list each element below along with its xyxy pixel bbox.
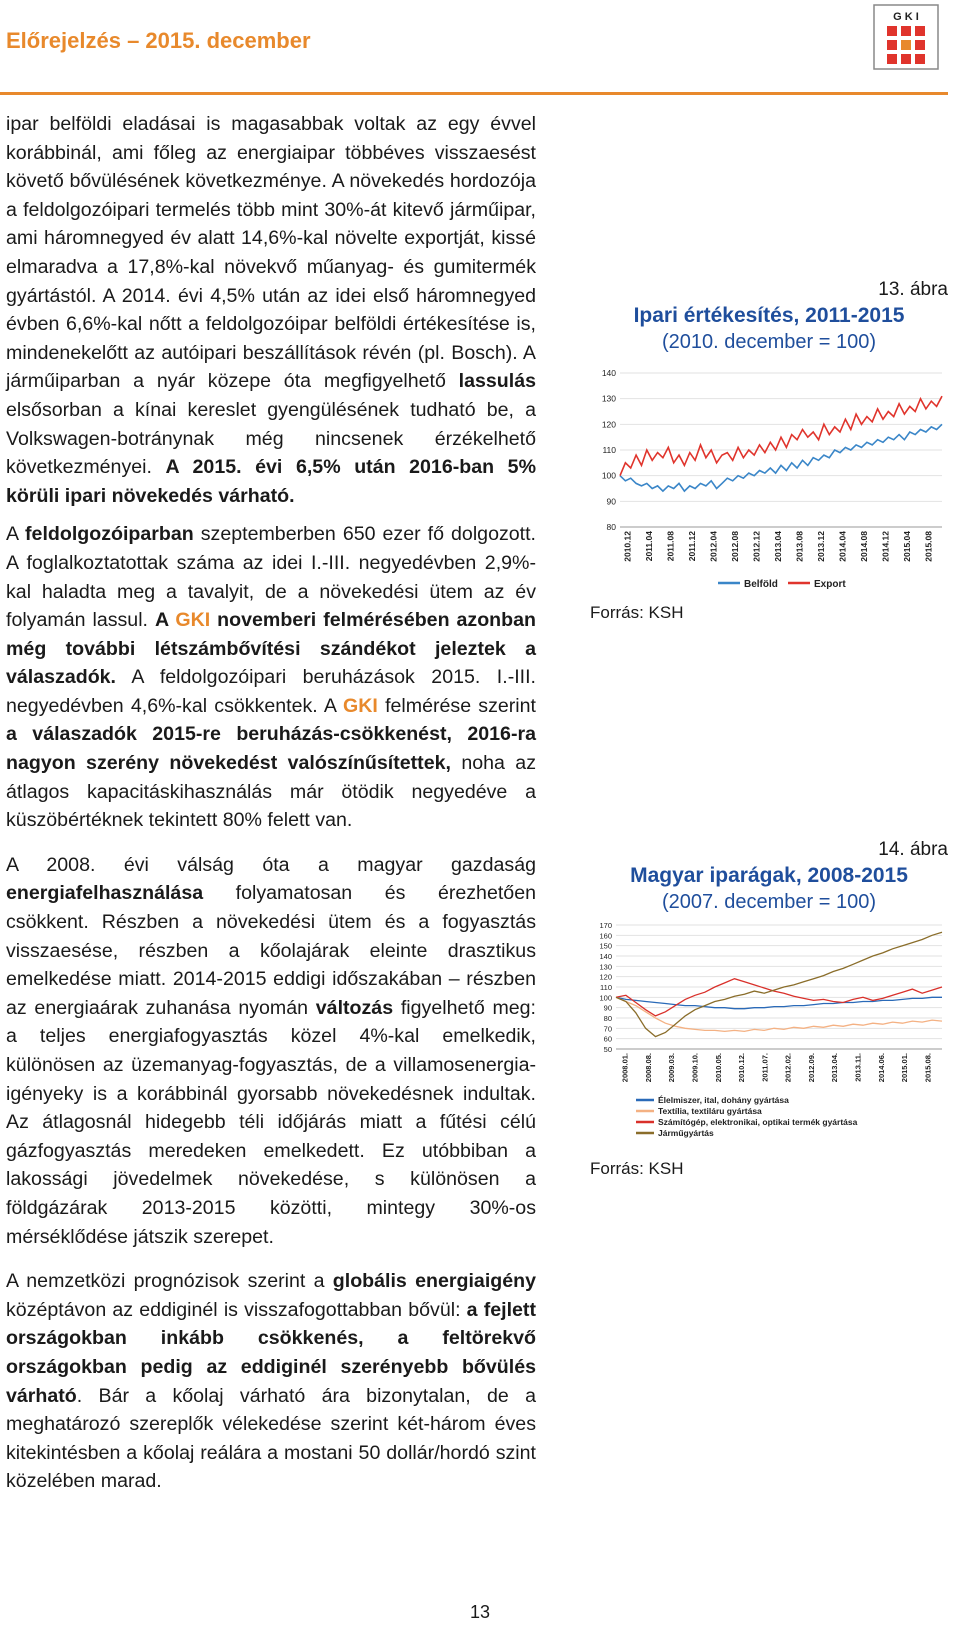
y-tick-label: 160 xyxy=(599,931,612,941)
y-tick-label: 140 xyxy=(601,368,616,378)
figure-subtitle: (2007. december = 100) xyxy=(661,891,877,913)
gki-highlight: GKI xyxy=(175,609,211,632)
legend-label: Számítógép, elektronikai, optikai termék gyártása xyxy=(658,1117,858,1127)
figure-14 xyxy=(590,838,948,1179)
y-tick-label: 70 xyxy=(603,1024,612,1034)
text-run: figyelhető meg: a teljes energiafogyasztás közel 4%-kal emelkedik, különösen az üzemanyag-fogyasztás, de a villamosenergia-igényeky is a korábbinál gyorsabb növekedésnek indultak. Az átlagosnál hidegebb téli időjárás miatt a fűtési célú gázfogyasztás meredeken emelkedett. Ez utóbbiban a lakossági jövedelmek növekedése, s különösen a földgázárak 2013-2015 közötti, mintegy 30%-os mérséklődése játszik szerepet. xyxy=(6,996,537,1248)
text-run: elsősorban a kínai kereslet gyengülésének tudható be, a Volkswagen-botránynak még nincsenek érzékelhető következményei. xyxy=(6,398,536,479)
x-tick-label: 2015.04 xyxy=(901,531,912,562)
bold-text: feldolgozóiparban xyxy=(25,523,194,546)
x-tick-label: 2009.10. xyxy=(690,1053,700,1083)
bold-text: globális energiaigény xyxy=(332,1270,536,1293)
y-tick-label: 110 xyxy=(600,983,612,992)
paragraph xyxy=(6,851,536,1251)
legend-label: Export xyxy=(814,579,846,590)
figure-number: 14. ábra xyxy=(878,839,948,860)
paragraph xyxy=(6,1267,536,1496)
legend-label: Járműgyártás xyxy=(658,1128,714,1138)
figure-source: Forrás: KSH xyxy=(590,1159,684,1178)
text-run: középtávon az eddiginél is visszafogottabban bővül: xyxy=(6,1298,467,1321)
figure-title: Ipari értékesítés, 2011-2015 xyxy=(633,304,905,327)
y-tick-label: 130 xyxy=(601,393,616,404)
x-tick-label: 2013.08 xyxy=(794,531,805,562)
x-tick-label: 2012.02. xyxy=(783,1053,793,1083)
bold-text: a fejlett országokban inkább csökkenés, a feltörekvő országokban pedig az eddiginél szerényebb bővülés várható xyxy=(6,1298,536,1407)
y-tick-label: 60 xyxy=(603,1034,612,1044)
text-run: folyamatosan és érezhetően csökkent. Részben a növekedési ütem és a fogyasztás visszaesése, részben a kőolajárak eleinte drasztikus emelkedése miatt. 2014-2015 eddigi időszakában – részben az energiaárak zuhanása nyomán xyxy=(6,882,536,1019)
text-run: A nemzetközi prognózisok szerint a xyxy=(6,1270,333,1293)
bold-text: A 2015. évi 6,5% után 2016-ban 5% körüli ipari növekedés várható. xyxy=(6,456,536,507)
gki-highlight: GKI xyxy=(343,694,378,717)
x-tick-label: 2013.04. xyxy=(830,1053,840,1083)
x-tick-label: 2010.12. xyxy=(737,1053,747,1083)
x-tick-label: 2014.06. xyxy=(876,1053,886,1083)
industries-line-chart xyxy=(590,919,948,1157)
bold-text: a válaszadók 2015-re beruházás-csökkenést, 2016-ra nagyon szerény növekedést valószínűsítettek, xyxy=(6,723,536,775)
text-run: felmérése szerint xyxy=(377,694,536,717)
x-tick-label: 2012.04 xyxy=(708,531,719,562)
x-tick-label: 2011.12 xyxy=(687,531,698,562)
y-tick-label: 150 xyxy=(599,941,612,951)
series-line xyxy=(620,424,942,491)
text-run: A feldolgozóipari beruházások 2015. I.-III. negyedévben 4,6%-kal csökkentek. A xyxy=(6,666,536,717)
page-header-title: Előrejelzés – 2015. december xyxy=(6,28,311,53)
y-tick-label: 130 xyxy=(599,962,612,972)
main-text-column xyxy=(6,110,536,1506)
paragraph xyxy=(6,520,536,835)
figure-title: Magyar iparágak, 2008-2015 xyxy=(630,864,908,887)
page-number: 13 xyxy=(469,1602,491,1622)
x-tick-label: 2015.08. xyxy=(923,1053,933,1083)
bold-text: A xyxy=(154,609,176,632)
x-tick-label: 2012.12 xyxy=(751,531,762,562)
y-tick-label: 80 xyxy=(603,1014,612,1023)
text-run: . Bár a kőolaj várható ára bizonytalan, de a meghatározó szereplők vélekedése szerint két-három éves kitekintésben a kőolaj reálára a mostani 50 dollár/hordó szint közelében marad. xyxy=(6,1384,536,1493)
x-tick-label: 2008.01. xyxy=(620,1053,630,1083)
x-tick-label: 2008.08. xyxy=(643,1053,653,1083)
y-tick-label: 120 xyxy=(601,419,616,430)
x-tick-label: 2011.04 xyxy=(644,531,655,562)
x-tick-label: 2013.12 xyxy=(815,531,826,562)
y-tick-label: 120 xyxy=(599,972,612,982)
header-divider xyxy=(0,92,948,95)
legend-label: Élelmiszer, ital, dohány gyártása xyxy=(658,1095,789,1105)
x-tick-label: 2014.12 xyxy=(880,531,891,562)
y-tick-label: 110 xyxy=(602,445,616,455)
legend-label: Textília, textiláru gyártása xyxy=(658,1106,762,1116)
legend-label: Belföld xyxy=(744,579,778,590)
text-run: ipar belföldi eladásai is magasabbak voltak az egy évvel korábbinál, ami főleg az energiaipar többéves visszaesést követő bővülésének következménye. A növekedés hordozója a feldolgozóipari termelés több mint 30%-át kitevő járműipar, ami háromnegyed év alatt 14,6%-kal növelte exportját, kissé elmaradva a 17,8%-kal növekvő műanyag- és gumitermék gyártástól. A 2014. évi 4,5% után az idei első háromnegyed évben 6,6%-kal nőtt a feldolgozóipar belföldi értékesítése is, mindenekelőtt az autóipari beszállítások révén (pl. Bosch). A járműiparban a nyár közepe óta megfigyelhető xyxy=(6,113,536,393)
figure-number: 13. ábra xyxy=(878,279,948,300)
text-run: szeptemberben 650 ezer fő dolgozott. A foglalkoztatottak száma az idei I.-III. negyedévben 2,9%-kal haladta meg a tavalyit, de a növekedési ütem az év folyamán lassul. xyxy=(6,523,536,632)
text-run: noha az átlagos kapacitáskihasználás már ötödik negyedéve a küszöbértéknek tekintett 80% felett van. xyxy=(6,752,537,832)
y-tick-label: 100 xyxy=(601,470,616,481)
x-tick-label: 2015.08 xyxy=(923,531,934,562)
series-line xyxy=(616,997,942,1008)
y-tick-label: 170 xyxy=(599,921,612,930)
x-tick-label: 2010.05. xyxy=(713,1053,723,1083)
y-tick-label: 90 xyxy=(603,1003,612,1013)
x-tick-label: 2012.08 xyxy=(730,531,741,562)
series-line xyxy=(616,997,942,1031)
x-tick-label: 2009.03. xyxy=(667,1053,677,1083)
svg-text:G K I: G K I xyxy=(893,11,919,23)
figure-subtitle: (2010. december = 100) xyxy=(661,331,877,353)
y-tick-label: 100 xyxy=(599,993,612,1003)
x-tick-label: 2014.04 xyxy=(837,531,848,562)
x-tick-label: 2012.09. xyxy=(806,1053,816,1083)
y-tick-label: 80 xyxy=(606,522,616,532)
text-run: A 2008. évi válság óta a magyar gazdaság xyxy=(6,853,536,876)
bold-text: energiafelhasználása xyxy=(6,882,204,905)
series-line xyxy=(620,396,942,476)
bold-text: novemberi felmérésében azonban még további létszámbővítési szándékot jeleztek a válaszadók. xyxy=(6,609,536,689)
bold-text: lassulás xyxy=(458,370,536,393)
x-tick-label: 2013.11. xyxy=(853,1053,863,1082)
x-tick-label: 2013.04 xyxy=(773,531,783,562)
text-run: A xyxy=(6,523,26,546)
gki-logo xyxy=(873,4,939,70)
sales-line-chart xyxy=(590,361,948,601)
figure-13 xyxy=(590,278,948,623)
x-tick-label: 2015.01. xyxy=(900,1053,910,1083)
x-tick-label: 2011.07. xyxy=(760,1053,770,1082)
x-tick-label: 2011.08 xyxy=(665,531,676,562)
paragraph xyxy=(6,110,536,510)
y-tick-label: 140 xyxy=(599,952,612,961)
y-tick-label: 50 xyxy=(603,1045,612,1054)
x-tick-label: 2010.12 xyxy=(622,531,633,562)
figure-source: Forrás: KSH xyxy=(590,603,684,622)
x-tick-label: 2014.08 xyxy=(858,531,869,562)
series-line xyxy=(616,932,942,1036)
bold-text: változás xyxy=(315,996,394,1019)
y-tick-label: 90 xyxy=(606,496,616,507)
